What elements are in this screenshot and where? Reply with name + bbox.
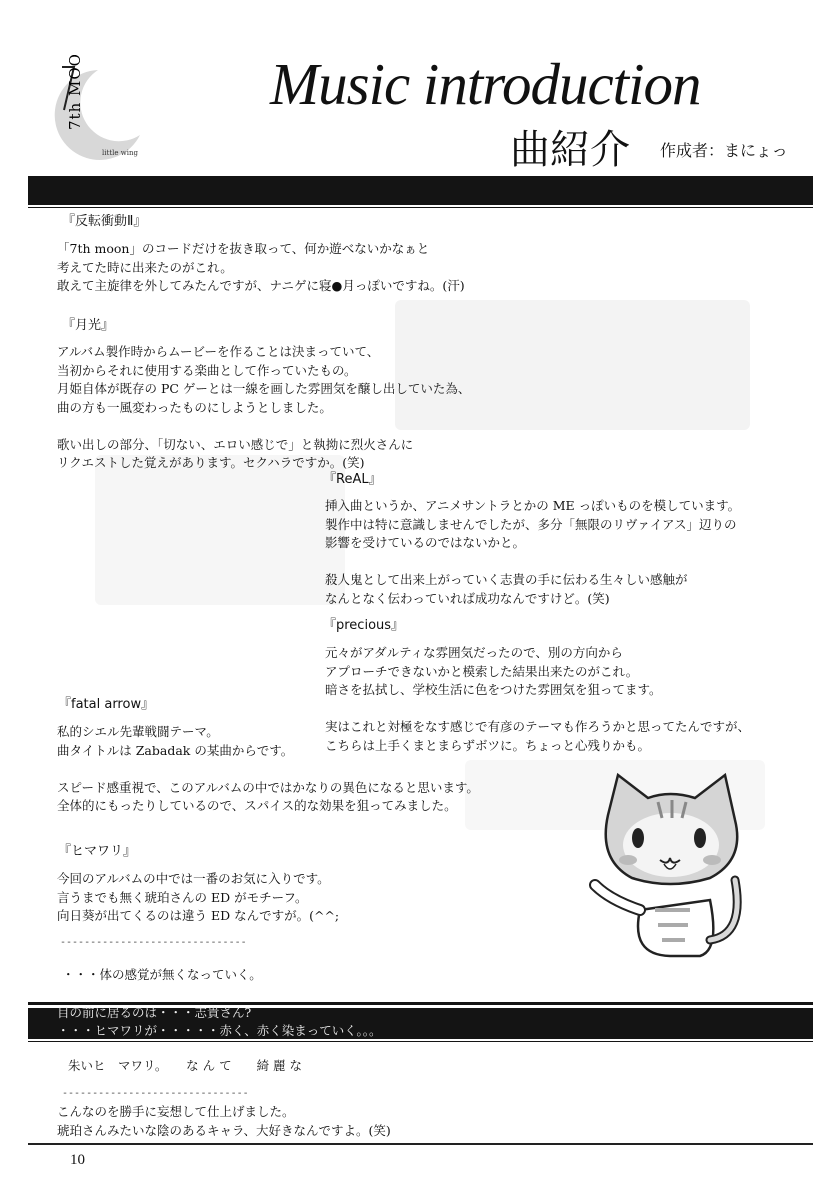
text-line: 「7th moon」のコードだけを抜き取って、何か遊べないかなぁと bbox=[57, 241, 430, 256]
text-line: こちらは上手くまとまらずボツに。ちょっと心残りかも。 bbox=[325, 737, 651, 753]
text-line: 曲タイトルは Zabadak の某曲からです。 bbox=[57, 742, 294, 758]
story-line: ・・・体の感覚が無くなっていく。 bbox=[62, 967, 262, 982]
text-line: 考えてた時に出来たのがこれ。 bbox=[57, 259, 233, 275]
text-line: 製作中は特に意識しませんでしたが、多分「無限のリヴァイアス」辺りの bbox=[325, 516, 737, 532]
closing-text bbox=[57, 1103, 391, 1140]
text-line: 言うまでも無く琥珀さんの ED がモチーフ。 bbox=[57, 889, 308, 905]
text-line: 私的シエル先輩戦闘テーマ。 bbox=[57, 724, 219, 739]
blank-line bbox=[57, 417, 470, 436]
text-line: 月姫自体が既存の PC ゲーとは一線を画した雰囲気を醸し出していた為、 bbox=[57, 381, 471, 396]
page-title: Music introduction bbox=[270, 51, 701, 117]
logo bbox=[40, 55, 160, 165]
text-line: なんとなく伝わっていれば成功なんですけど。(笑) bbox=[325, 590, 610, 606]
text-line: アルバム製作時からムービーを作ることは決まっていて、 bbox=[57, 344, 380, 359]
text-line: 暗さを払拭し、学校生活に色をつけた雰囲気を狙ってます。 bbox=[325, 682, 662, 697]
text-line: 実はこれと対極をなす感じで有彦のテーマも作ろうかと思ってたんですが、 bbox=[325, 719, 751, 734]
section-title-real: 『ReAL』 bbox=[323, 472, 382, 487]
text-line: 歌い出しの部分、「切ない、エロい感じで」と執拗に烈火さんに bbox=[57, 436, 414, 452]
story-line: ・・・ヒマワリが・・・・・赤く、赤く染まっていく。。。 bbox=[57, 1023, 382, 1038]
text-line: こんなのを勝手に妄想して仕上げました。 bbox=[57, 1104, 295, 1119]
bottom-rule bbox=[28, 1143, 813, 1145]
page-number: 10 bbox=[70, 1152, 85, 1168]
section-body-himawari bbox=[57, 870, 339, 926]
text-line: 殺人鬼として出来上がっていく志貴の手に伝わる生々しい感触が bbox=[325, 572, 688, 587]
top-band bbox=[28, 176, 813, 204]
text-line: リクエストした覚えがあります。セクハラですか。(笑) bbox=[57, 455, 365, 470]
text-line: 琥珀さんみたいな陰のあるキャラ、大好きなんですよ。(笑) bbox=[57, 1122, 391, 1138]
separator: ------------------------------- bbox=[60, 937, 247, 948]
section-body-fatal bbox=[57, 723, 479, 816]
section-title-gekkou: 『月光』 bbox=[62, 318, 115, 333]
text-line: 全体的にもったりしているので、スパイス的な効果を狙ってみました。 bbox=[57, 798, 457, 813]
cat-illustration bbox=[570, 760, 770, 960]
blank-line bbox=[57, 760, 479, 779]
section-title-precious: 『precious』 bbox=[323, 618, 405, 633]
section-title-fatal: 『fatal arrow』 bbox=[58, 697, 155, 712]
text-line: スピード感重視で、このアルバムの中ではかなりの異色になると思います。 bbox=[57, 779, 479, 795]
section-body-real bbox=[325, 497, 740, 608]
blank-line bbox=[325, 700, 750, 719]
text-line: 挿入曲というか、アニメサントラとかの ME っぽいものを模しています。 bbox=[325, 498, 741, 513]
page-subtitle: 曲紹介 bbox=[510, 127, 630, 173]
story-line: 目の前に居るのは・・・志貴さん? bbox=[57, 1005, 252, 1020]
text-line: アプローチできないかと模索した結果出来たのがこれ。 bbox=[325, 663, 639, 679]
section-title-himawari: 『ヒマワリ』 bbox=[58, 844, 137, 859]
cat-icon bbox=[570, 760, 770, 960]
logo-subtext: little wing bbox=[102, 149, 138, 157]
text-line: 曲の方も一風変わったものにしようとしました。 bbox=[57, 399, 332, 415]
author-credit: 作成者：まにょっ bbox=[660, 141, 788, 160]
text-line: 敢えて主旋律を外してみたんですが、ナニゲに寝●月っぽいですね。(汗) bbox=[57, 278, 465, 293]
section-body-hanten bbox=[57, 240, 465, 296]
text-line: 当初からそれに使用する楽曲として作っていたもの。 bbox=[57, 362, 357, 378]
logo-text: 7th MOON bbox=[66, 55, 84, 130]
text-line: 向日葵が出てくるのは違う ED なんですが。(^^; bbox=[57, 908, 340, 923]
spaced-line: 朱いヒ マワリ。 な ん て 綺 麗 な bbox=[68, 1058, 303, 1073]
text-line: 影響を受けているのではないかと。 bbox=[325, 535, 526, 550]
section-title-hanten: 『反転衝動Ⅱ』 bbox=[62, 214, 147, 229]
section-body-gekkou bbox=[57, 343, 470, 473]
separator: ------------------------------- bbox=[62, 1088, 249, 1099]
text-line: 元々がアダルティな雰囲気だったので、別の方向から bbox=[325, 645, 623, 660]
moon-logo-icon bbox=[40, 55, 160, 165]
text-line: 今回のアルバムの中では一番のお気に入りです。 bbox=[57, 871, 330, 886]
blank-line bbox=[325, 553, 740, 572]
